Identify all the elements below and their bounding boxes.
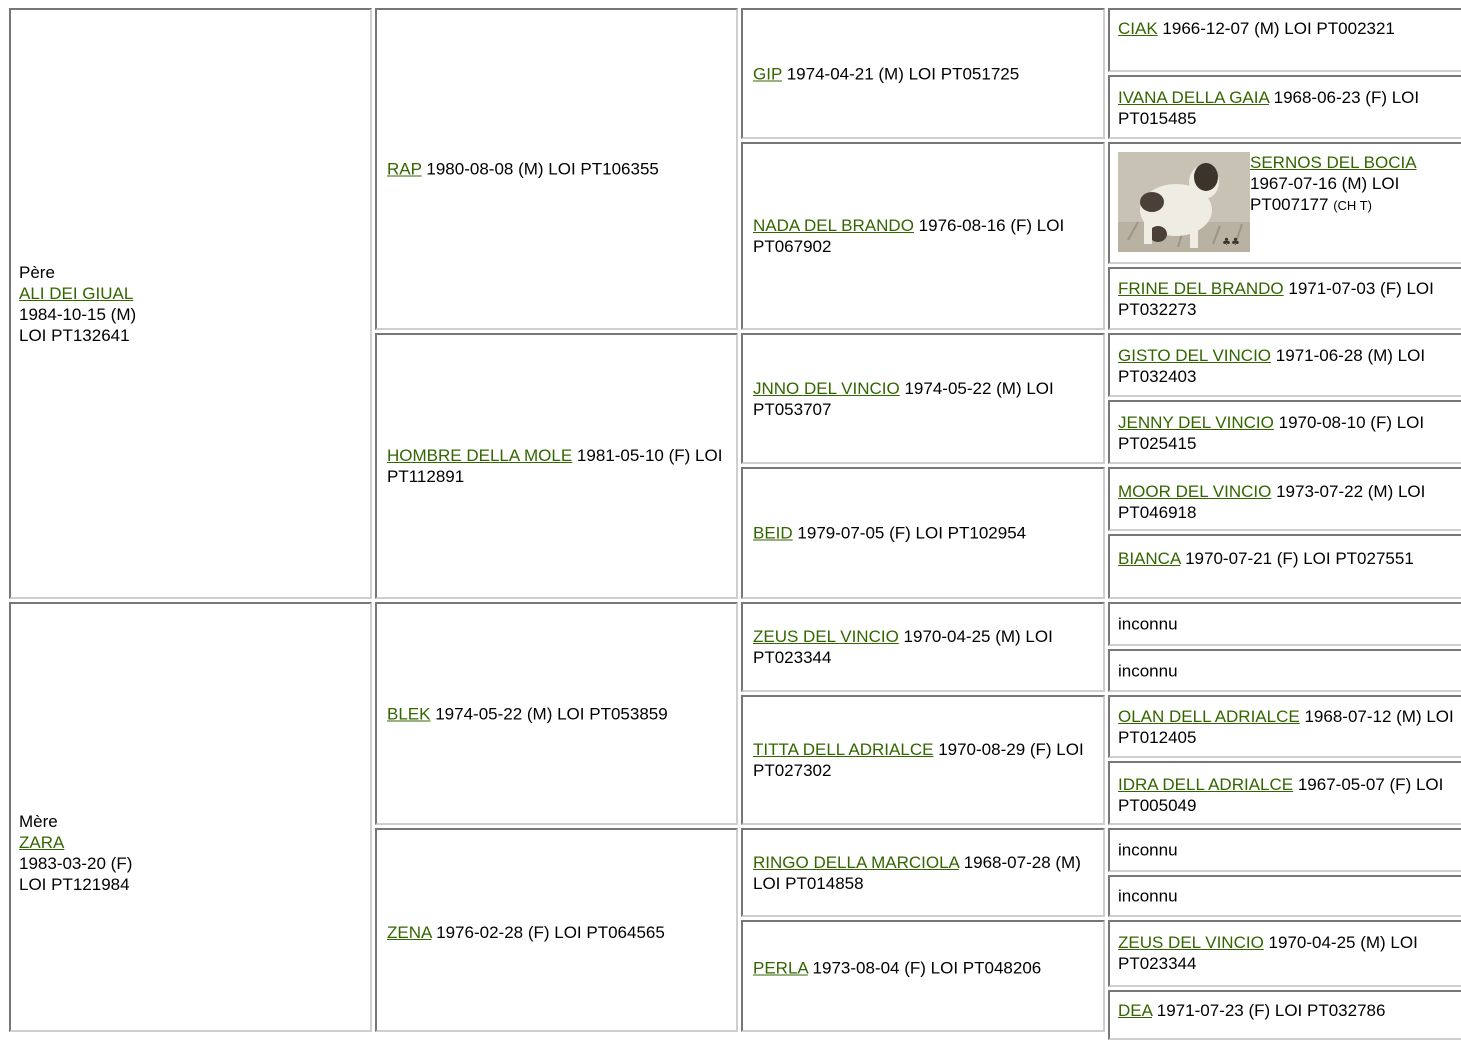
unknown-ancestor: inconnu bbox=[1118, 614, 1178, 634]
gen2-link[interactable]: BLEK bbox=[387, 704, 431, 723]
gen4-cell bbox=[1108, 695, 1461, 758]
gen3-info: 1970-04-25 (M) LOI PT023344 bbox=[753, 627, 1053, 667]
gen2-link[interactable]: RAP bbox=[387, 159, 422, 179]
gen2-cell bbox=[375, 602, 738, 825]
dam-dob: 1983-03-20 (F) bbox=[19, 854, 133, 873]
dam-cell bbox=[9, 602, 372, 1032]
gen4-cell bbox=[1108, 142, 1461, 264]
dog-photo[interactable] bbox=[1118, 152, 1250, 252]
gen4-cell bbox=[1108, 467, 1461, 531]
gen4-info: 1970-07-21 (F) LOI PT027551 bbox=[1185, 549, 1414, 568]
gen3-info: 1974-04-21 (M) LOI PT051725 bbox=[786, 64, 1020, 83]
gen4-link[interactable]: SERNOS DEL BOCIA bbox=[1250, 153, 1417, 172]
gen4-cell bbox=[1108, 8, 1461, 72]
gen4-cell bbox=[1108, 649, 1461, 692]
gen4-cell bbox=[1108, 875, 1461, 917]
gen3-link[interactable]: PERLA bbox=[753, 958, 808, 978]
gen3-link[interactable]: GIP bbox=[753, 64, 782, 83]
gen3-link[interactable]: NADA DEL BRANDO bbox=[753, 216, 914, 235]
gen2-info: 1980-08-08 (M) LOI PT106355 bbox=[426, 159, 659, 179]
gen4-link[interactable]: GISTO DEL VINCIO bbox=[1118, 346, 1272, 365]
sire-cell bbox=[9, 8, 372, 599]
gen4-link[interactable]: JENNY DEL VINCIO bbox=[1118, 413, 1274, 432]
gen3-info: 1979-07-05 (F) LOI PT102954 bbox=[797, 523, 1027, 543]
gen4-info: 1970-08-10 (F) LOI PT025415 bbox=[1118, 413, 1425, 453]
gen4-cell bbox=[1108, 534, 1461, 599]
unknown-ancestor: inconnu bbox=[1118, 661, 1178, 680]
gen3-cell bbox=[741, 695, 1105, 825]
gen3-cell bbox=[741, 333, 1105, 464]
gen4-info: 1971-07-03 (F) LOI PT032273 bbox=[1118, 278, 1434, 319]
gen4-info: 1967-07-16 (M) LOI PT007177 bbox=[1250, 174, 1400, 214]
gen4-link[interactable]: FRINE DEL BRANDO bbox=[1118, 278, 1284, 298]
gen3-cell bbox=[741, 920, 1105, 1032]
dam-label: Mère bbox=[19, 812, 58, 831]
gen4-link[interactable]: OLAN DELL ADRIALCE bbox=[1118, 707, 1300, 726]
champion-title: (CH T) bbox=[1333, 198, 1372, 213]
gen4-cell bbox=[1108, 602, 1461, 646]
gen3-info: 1968-07-28 (M) LOI PT014858 bbox=[753, 852, 1081, 893]
gen3-link[interactable]: BEID bbox=[753, 523, 793, 543]
gen4-cell bbox=[1108, 400, 1461, 464]
gen2-cell bbox=[375, 8, 738, 330]
gen2-info: 1976-02-28 (F) LOI PT064565 bbox=[436, 923, 665, 942]
gen3-link[interactable]: JNNO DEL VINCIO bbox=[753, 378, 900, 398]
gen4-link[interactable]: ZEUS DEL VINCIO bbox=[1118, 933, 1264, 952]
gen4-info: 1968-06-23 (F) LOI PT015485 bbox=[1118, 88, 1420, 128]
sire-reg: LOI PT132641 bbox=[19, 325, 130, 345]
sire-dob: 1984-10-15 (M) bbox=[19, 304, 137, 324]
gen4-cell bbox=[1108, 75, 1461, 139]
sire-link[interactable]: ALI DEI GIUAL bbox=[19, 283, 134, 303]
gen3-info: 1970-08-29 (F) LOI PT027302 bbox=[753, 740, 1084, 780]
gen4-info: 1966-12-07 (M) LOI PT002321 bbox=[1162, 19, 1395, 38]
gen3-link[interactable]: RINGO DELLA MARCIOLA bbox=[753, 852, 959, 872]
gen3-link[interactable]: ZEUS DEL VINCIO bbox=[753, 627, 899, 646]
gen3-cell bbox=[741, 142, 1105, 330]
gen2-info: 1981-05-10 (F) LOI PT112891 bbox=[387, 446, 723, 486]
unknown-ancestor: inconnu bbox=[1118, 886, 1178, 906]
gen4-cell bbox=[1108, 990, 1461, 1040]
gen4-cell bbox=[1108, 920, 1461, 987]
gen3-info: 1976-08-16 (F) LOI PT067902 bbox=[753, 216, 1065, 256]
gen4-cell bbox=[1108, 267, 1461, 330]
dam-link[interactable]: ZARA bbox=[19, 833, 65, 852]
gen2-info: 1974-05-22 (M) LOI PT053859 bbox=[435, 704, 668, 723]
gen4-info: 1971-07-23 (F) LOI PT032786 bbox=[1156, 1001, 1386, 1020]
gen4-link[interactable]: DEA bbox=[1118, 1001, 1153, 1020]
dam-reg: LOI PT121984 bbox=[19, 875, 130, 894]
gen4-cell bbox=[1108, 761, 1461, 825]
gen4-info: 1973-07-22 (M) LOI PT046918 bbox=[1118, 482, 1426, 522]
gen4-link[interactable]: MOOR DEL VINCIO bbox=[1118, 482, 1272, 501]
gen3-info: 1974-05-22 (M) LOI PT053707 bbox=[753, 378, 1054, 419]
sire-label: Père bbox=[19, 262, 55, 282]
gen4-cell bbox=[1108, 333, 1461, 397]
gen3-cell bbox=[741, 828, 1105, 917]
gen3-cell bbox=[741, 467, 1105, 599]
gen3-info: 1973-08-04 (F) LOI PT048206 bbox=[812, 958, 1042, 978]
gen4-info: 1968-07-12 (M) LOI PT012405 bbox=[1118, 707, 1454, 747]
gen4-link[interactable]: IVANA DELLA GAIA bbox=[1118, 88, 1269, 107]
gen4-cell bbox=[1108, 828, 1461, 872]
gen3-cell bbox=[741, 602, 1105, 692]
gen2-link[interactable]: HOMBRE DELLA MOLE bbox=[387, 446, 573, 465]
gen4-info: 1967-05-07 (F) LOI PT005049 bbox=[1118, 775, 1444, 815]
gen4-link[interactable]: IDRA DELL ADRIALCE bbox=[1118, 775, 1294, 794]
gen4-link[interactable]: CIAK bbox=[1118, 19, 1158, 38]
svg-text:♣♣: ♣♣ bbox=[1222, 237, 1240, 248]
gen4-info: 1970-04-25 (M) LOI PT023344 bbox=[1118, 933, 1418, 973]
gen4-link[interactable]: BIANCA bbox=[1118, 549, 1181, 568]
gen3-link[interactable]: TITTA DELL ADRIALCE bbox=[753, 740, 934, 759]
gen4-info: 1971-06-28 (M) LOI PT032403 bbox=[1118, 346, 1426, 386]
gen2-cell bbox=[375, 828, 738, 1032]
gen2-cell bbox=[375, 333, 738, 599]
gen3-cell bbox=[741, 8, 1105, 139]
unknown-ancestor: inconnu bbox=[1118, 840, 1178, 860]
gen2-link[interactable]: ZENA bbox=[387, 923, 432, 942]
